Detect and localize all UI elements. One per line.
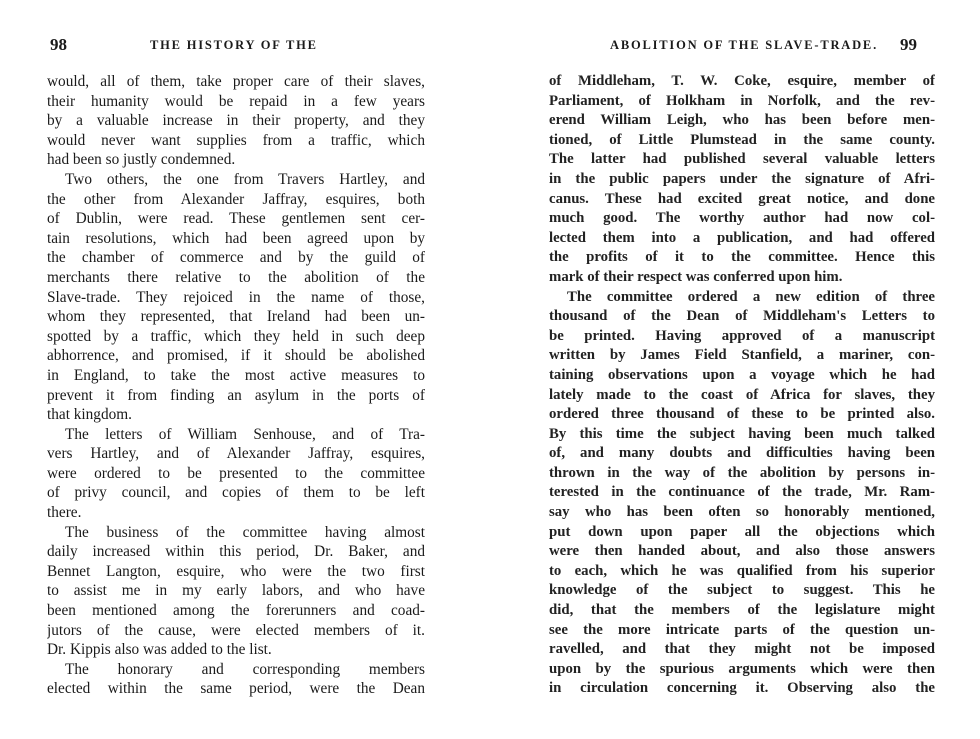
text-line: much good. The worthy author had now col-: [549, 210, 935, 227]
text-line: the chamber of commerce and by the guild of: [47, 249, 425, 267]
text-line: vers Hartley, and of Alexander Jaffray, esquires,: [47, 445, 425, 463]
text-line: ordered three thousand of these to be printed also.: [549, 406, 935, 423]
text-line: of Middleham, T. W. Coke, esquire, member of: [549, 73, 935, 89]
text-line: in England, to take the most active measures to: [47, 366, 425, 384]
text-line: Slave-trade. They rejoiced in the name of those,: [47, 288, 425, 306]
text-line: The business of the committee having almost: [65, 523, 425, 541]
body-text: [549, 72, 935, 699]
text-line: that kingdom.: [47, 406, 132, 424]
text-line: of Dublin, were read. These gentlemen sent cer-: [47, 210, 425, 228]
body-text: [47, 72, 425, 699]
text-line: put down upon paper all the objections which: [549, 523, 935, 540]
text-line: spotted by a traffic, which they held in such deep: [47, 327, 425, 345]
text-line: their humanity would be repaid in a few years: [47, 92, 425, 110]
text-line: By this time the subject having been much talked: [549, 425, 935, 442]
text-line: merchants there relative to the abolition of the: [47, 268, 425, 286]
text-line: erend William Leigh, who has been before men-: [549, 112, 935, 129]
text-line: to assist me in my early labors, and who have: [47, 582, 425, 600]
text-line: ravelled, and that they might not be imposed: [549, 641, 935, 658]
text-line: Two others, the one from Travers Hartley, and: [65, 170, 425, 188]
text-line: would, all of them, take proper care of their slaves,: [47, 73, 425, 90]
text-line: canus. These had excited great notice, and done: [549, 190, 935, 207]
text-line: elected within the same period, were the Dean: [47, 680, 425, 698]
text-line: lected them into a publication, and had offered: [549, 229, 935, 246]
text-line: terested in the continuance of the trade, Mr. Ram-: [549, 484, 935, 501]
text-line: say who has been often so honorably mentioned,: [549, 504, 935, 521]
text-line: Bennet Langton, esquire, who were the two first: [47, 562, 425, 580]
text-line: The honorary and corresponding members: [65, 660, 425, 678]
running-head: ABOLITION OF THE SLAVE-TRADE.: [610, 38, 878, 52]
text-line: taining observations upon a voyage which he had: [549, 366, 935, 383]
text-line: lately made to the coast of Africa for slaves, they: [549, 386, 935, 403]
text-line: the profits of it to the committee. Hence this: [549, 249, 935, 266]
text-line: written by James Field Stanfield, a mariner, con-: [549, 347, 935, 364]
text-line: whom they represented, that Ireland had been un-: [47, 308, 425, 326]
text-line: Parliament, of Holkham in Norfolk, and the rev-: [549, 92, 935, 109]
text-line: The letters of William Senhouse, and of Tra-: [65, 425, 425, 443]
text-line: daily increased within this period, Dr. Baker, and: [47, 543, 425, 561]
text-line: tioned, of Little Plumstead in the same county.: [549, 131, 935, 148]
text-line: were then handed about, and also those answers: [549, 543, 935, 560]
text-line: upon by the spurious arguments which were then: [549, 660, 935, 677]
text-line: thousand of the Dean of Middleham's Letters to: [549, 308, 935, 325]
text-line: had been so justly condemned.: [47, 151, 236, 169]
right-page: [500, 0, 980, 739]
text-line: in the public papers under the signature of Afri-: [549, 170, 935, 187]
text-line: been mentioned among the forerunners and coad-: [47, 602, 425, 620]
text-line: were ordered to be presented to the committee: [47, 464, 425, 482]
page-number: 98: [50, 35, 67, 54]
text-line: be printed. Having approved of a manuscript: [549, 327, 935, 344]
text-line: there.: [47, 504, 82, 522]
text-line: see the more intricate parts of the question un-: [549, 621, 935, 638]
text-line: thrown in the way of the abolition by persons in-: [549, 464, 935, 481]
text-line: would never want supplies from a traffic, which: [47, 131, 425, 149]
text-line: prevent it from finding an asylum in the ports of: [47, 386, 425, 404]
text-line: the other from Alexander Jaffray, esquires, both: [47, 190, 425, 208]
text-line: did, that the members of the legislature might: [549, 602, 935, 619]
text-line: in circulation concerning it. Observing also the: [549, 680, 935, 697]
text-line: to each, which he was qualified from his superior: [549, 562, 935, 579]
left-page: [0, 0, 480, 739]
text-line: tain resolutions, which had been agreed upon by: [47, 229, 425, 247]
page-number: 99: [900, 35, 917, 54]
text-line: of privy council, and copies of them to be left: [47, 484, 425, 502]
running-head: THE HISTORY OF THE: [150, 38, 318, 52]
text-line: The latter had published several valuable letters: [549, 151, 935, 168]
text-line: by a valuable increase in their property, and they: [47, 112, 425, 130]
text-line: jutors of the cause, were elected members of it.: [47, 621, 425, 639]
text-line: Dr. Kippis also was added to the list.: [47, 641, 272, 659]
text-line: of, and many doubts and difficulties having been: [549, 445, 935, 462]
text-line: abhorrence, and promised, if it should be abolished: [47, 347, 425, 365]
text-line: The committee ordered a new edition of three: [567, 288, 935, 305]
text-line: mark of their respect was conferred upon him.: [549, 268, 843, 285]
text-line: knowledge of the subject to suggest. This he: [549, 582, 935, 599]
